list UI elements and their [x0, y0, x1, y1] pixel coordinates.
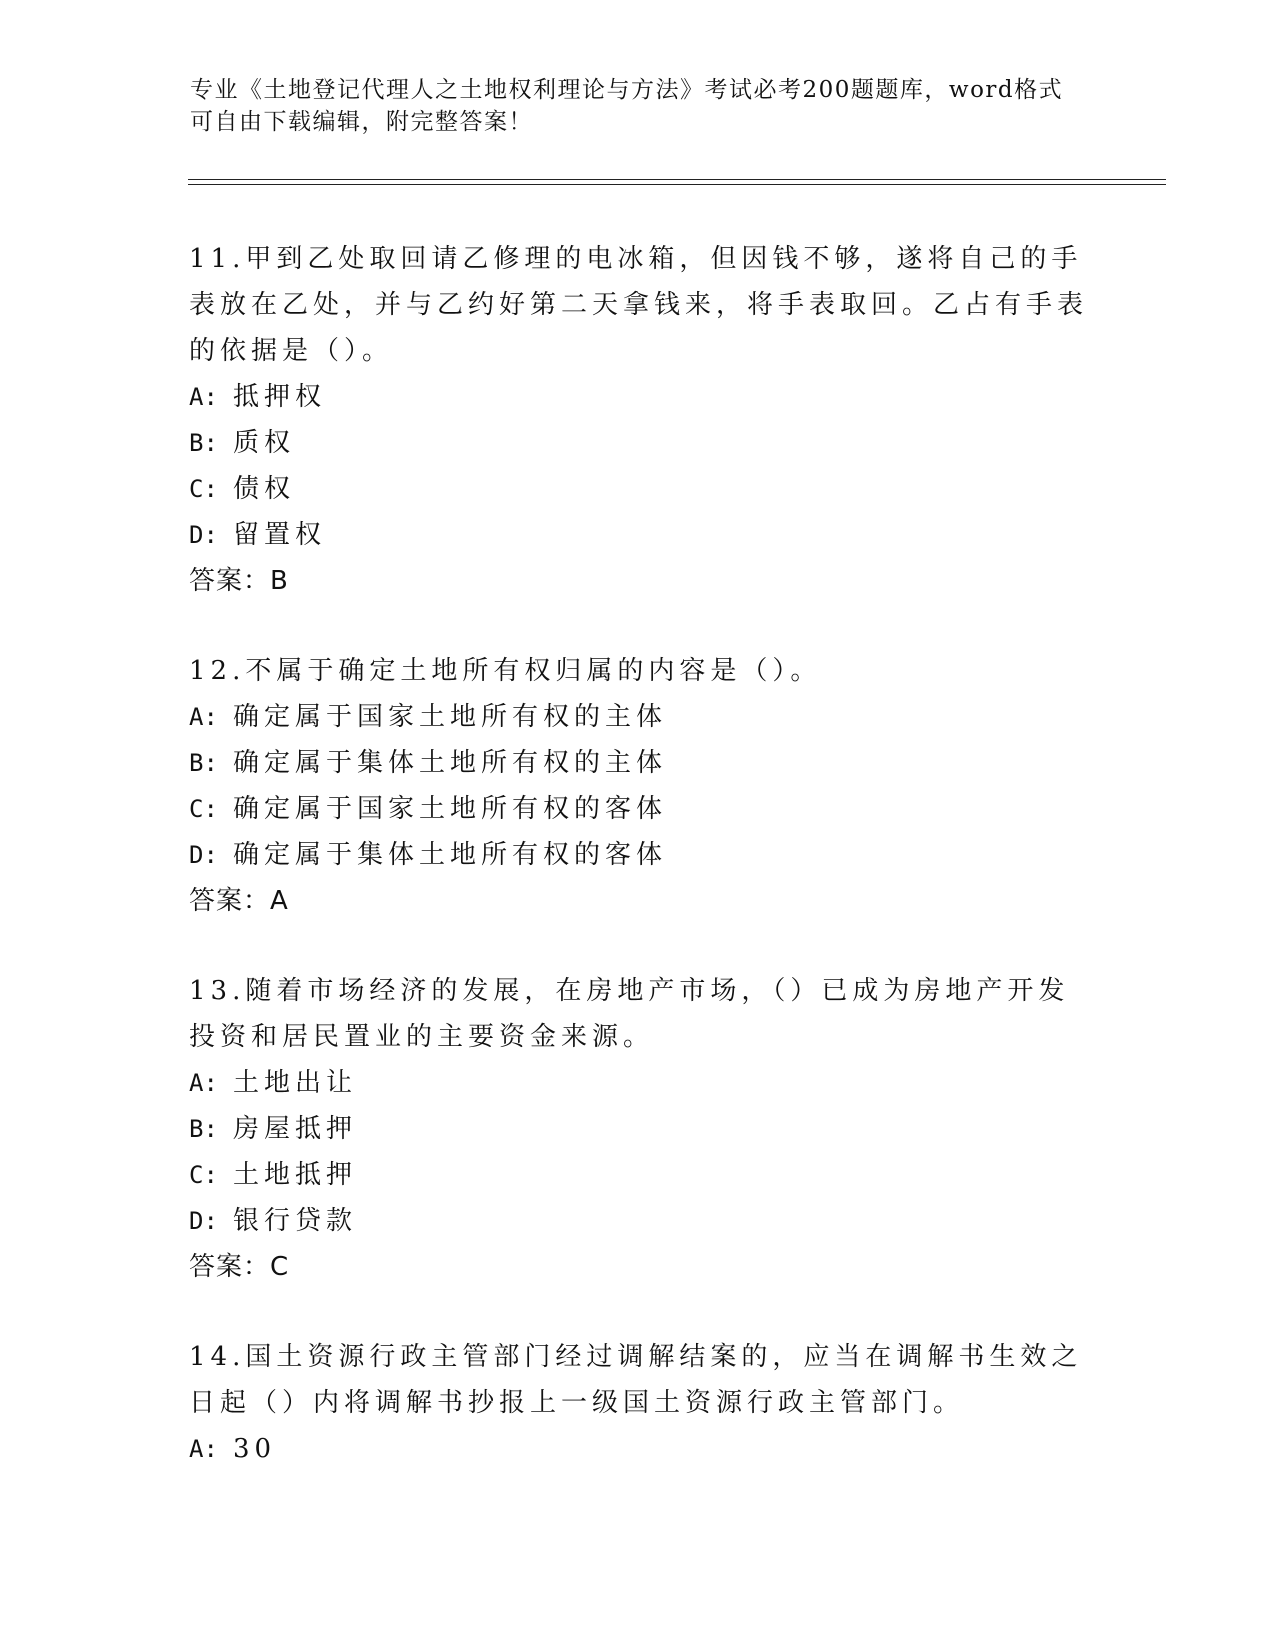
option-key: A:: [189, 703, 218, 731]
option-key: D:: [189, 1207, 218, 1235]
option-key: D:: [189, 841, 218, 869]
question-item: [189, 968, 1089, 1290]
option-key: A:: [189, 1069, 218, 1097]
option-text: 银行贷款: [233, 1206, 358, 1236]
document-header: [190, 74, 1090, 138]
question-option: [189, 1152, 1089, 1198]
option-text: 土地出让: [233, 1068, 358, 1098]
question-option: [189, 786, 1089, 832]
question-option: [189, 374, 1089, 420]
option-text: 留置权: [233, 520, 327, 550]
option-key: B:: [189, 749, 218, 777]
option-text: 抵押权: [233, 382, 327, 412]
question-option: [189, 1426, 1089, 1472]
question-option: [189, 420, 1089, 466]
question-answer: 答案：C: [189, 1252, 290, 1282]
option-key: B:: [189, 1115, 218, 1143]
question-option: [189, 466, 1089, 512]
option-key: C:: [189, 795, 218, 823]
option-text: 债权: [233, 474, 296, 504]
option-text: 确定属于国家土地所有权的主体: [233, 702, 668, 732]
option-text: 质权: [233, 428, 296, 458]
question-option: [189, 740, 1089, 786]
option-key: C:: [189, 475, 218, 503]
question-item: [189, 1334, 1089, 1472]
option-text: 土地抵押: [233, 1160, 358, 1190]
question-text: 12.不属于确定土地所有权归属的内容是（）。: [189, 656, 822, 686]
question-list: [189, 236, 1089, 1516]
header-line-1: 专业《土地登记代理人之土地权利理论与方法》考试必考200题题库，word格式: [190, 77, 1064, 103]
question-option: [189, 512, 1089, 558]
question-item: [189, 236, 1089, 604]
question-text: 14.国土资源行政主管部门经过调解结案的，应当在调解书生效之日起（）内将调解书抄报上一级国土资源行政主管部门。: [189, 1342, 1083, 1418]
option-key: D:: [189, 521, 218, 549]
question-text: 11.甲到乙处取回请乙修理的电冰箱，但因钱不够，遂将自己的手表放在乙处，并与乙约好第二天拿钱来，将手表取回。乙占有手表的依据是（）。: [189, 244, 1089, 366]
question-answer: 答案：A: [189, 886, 289, 916]
question-option: [189, 1060, 1089, 1106]
question-answer: 答案：B: [189, 566, 289, 596]
header-line-2: 可自由下载编辑，附完整答案！: [190, 109, 533, 135]
question-option: [189, 694, 1089, 740]
option-text: 确定属于国家土地所有权的客体: [233, 794, 668, 824]
option-text: 30: [233, 1434, 277, 1464]
option-key: B:: [189, 429, 218, 457]
header-divider: [188, 179, 1166, 185]
option-key: A:: [189, 383, 218, 411]
option-key: A:: [189, 1435, 218, 1463]
option-key: C:: [189, 1161, 218, 1189]
option-text: 确定属于集体土地所有权的客体: [233, 840, 668, 870]
question-item: [189, 648, 1089, 924]
question-option: [189, 1106, 1089, 1152]
question-option: [189, 1198, 1089, 1244]
option-text: 房屋抵押: [233, 1114, 358, 1144]
option-text: 确定属于集体土地所有权的主体: [233, 748, 668, 778]
question-option: [189, 832, 1089, 878]
question-text: 13.随着市场经济的发展，在房地产市场，（）已成为房地产开发投资和居民置业的主要资金来源。: [189, 976, 1070, 1052]
